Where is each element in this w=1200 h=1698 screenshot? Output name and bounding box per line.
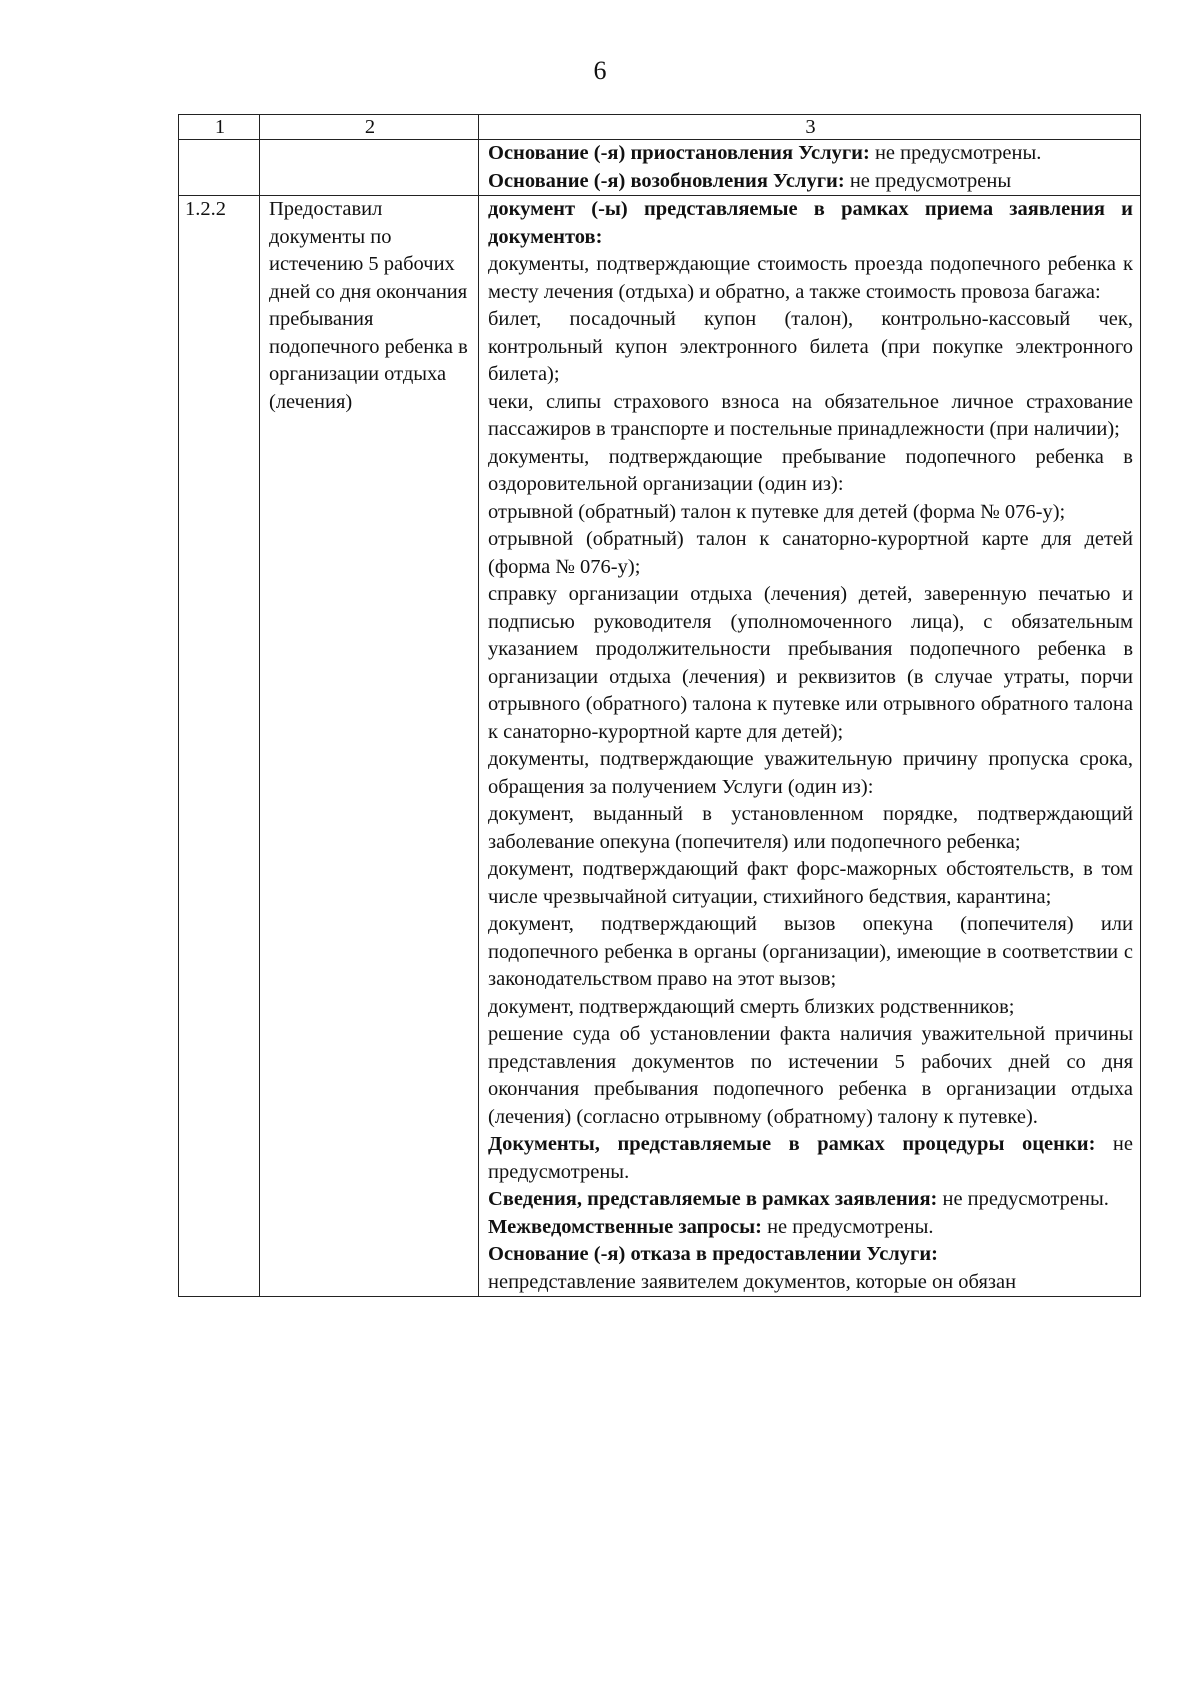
details-cell — [479, 140, 1141, 196]
assessment-docs: Документы, представляемые в рамках процедуры оценки: не предусмотрены. — [488, 1133, 1133, 1183]
condition-text: Предоставил документы по истечению 5 рабочих дней со дня окончания пребывания подопечного ребенка в организации отдыха (лечения) — [260, 196, 479, 1297]
table-row — [179, 196, 1141, 1297]
list-item: чеки, слипы страхового взноса на обязательное личное страхование пассажиров в транспорте и постельные принадлежности (при наличии); — [488, 390, 1133, 440]
refusal-text: непредставление заявителем документов, которые он обязан — [488, 1270, 1017, 1293]
list-item: отрывной (обратный) талон к путевке для детей (форма № 076-у); — [488, 500, 1066, 523]
document-table — [178, 114, 1141, 1297]
list-item: документы, подтверждающие уважительную причину пропуска срока, обращения за получением Услуги (один из): — [488, 748, 1133, 798]
table-row — [179, 140, 1141, 196]
statement-info: Сведения, представляемые в рамках заявления: не предусмотрены. — [488, 1188, 1109, 1210]
list-item: справку организации отдыха (лечения) детей, заверенную печатью и подписью руководителя (уполномоченного лица), с обязательным указанием продолжительности пребывания подопечного ребенка в организации отдыха (лечения) и реквизитов (в случае утраты, порчи отрывного (обратного) талона к путевке или отрывного обратного талона к санаторно-курортной карте для детей); — [488, 583, 1133, 743]
header-col-1: 1 — [179, 115, 260, 140]
refusal-grounds: Основание (-я) отказа в предоставлении Услуги: — [488, 1243, 938, 1265]
header-col-2: 2 — [260, 115, 479, 140]
details-cell — [479, 196, 1141, 1297]
resumption-grounds: Основание (-я) возобновления Услуги: не предусмотрены — [488, 169, 1012, 192]
list-item: отрывной (обратный) талон к санаторно-курортной карте для детей (форма № 076-у); — [488, 528, 1133, 578]
list-item: документы, подтверждающие пребывание подопечного ребенка в оздоровительной организации (один из): — [488, 445, 1133, 495]
list-item: документ, выданный в установленном порядке, подтверждающий заболевание опекуна (попечителя) или подопечного ребенка; — [488, 803, 1133, 853]
header-col-3: 3 — [479, 115, 1141, 140]
list-item: решение суда об установлении факта наличия уважительной причины представления документов по истечении 5 рабочих дней со дня окончания пребывания подопечного ребенка в организации отдыха (лечения) (согласно отрывному (обратному) талону к путевке). — [488, 1023, 1133, 1128]
row-number: 1.2.2 — [179, 196, 260, 1297]
row-number-cell — [179, 140, 260, 196]
table-header-row — [179, 115, 1141, 140]
suspension-grounds: Основание (-я) приостановления Услуги: не предусмотрены. — [488, 142, 1042, 164]
list-item: документ, подтверждающий факт форс-мажорных обстоятельств, в том числе чрезвычайной ситуации, стихийного бедствия, карантина; — [488, 858, 1133, 908]
list-item: документы, подтверждающие стоимость проезда подопечного ребенка к месту лечения (отдыха) и обратно, а также стоимость провоза багажа: — [488, 253, 1133, 303]
interagency-requests: Межведомственные запросы: не предусмотрены. — [488, 1215, 934, 1238]
docs-heading: документ (-ы) представляемые в рамках приема заявления и документов: — [488, 198, 1133, 248]
list-item: документ, подтверждающий смерть близких родственников; — [488, 995, 1015, 1018]
condition-cell — [260, 140, 479, 196]
list-item: билет, посадочный купон (талон), контрольно-кассовый чек, контрольный купон электронного билета (при покупке электронного билета); — [488, 308, 1133, 385]
page-number: 6 — [593, 56, 607, 85]
list-item: документ, подтверждающий вызов опекуна (попечителя) или подопечного ребенка в органы (организации), имеющие в соответствии с законодательством право на этот вызов; — [488, 913, 1133, 990]
